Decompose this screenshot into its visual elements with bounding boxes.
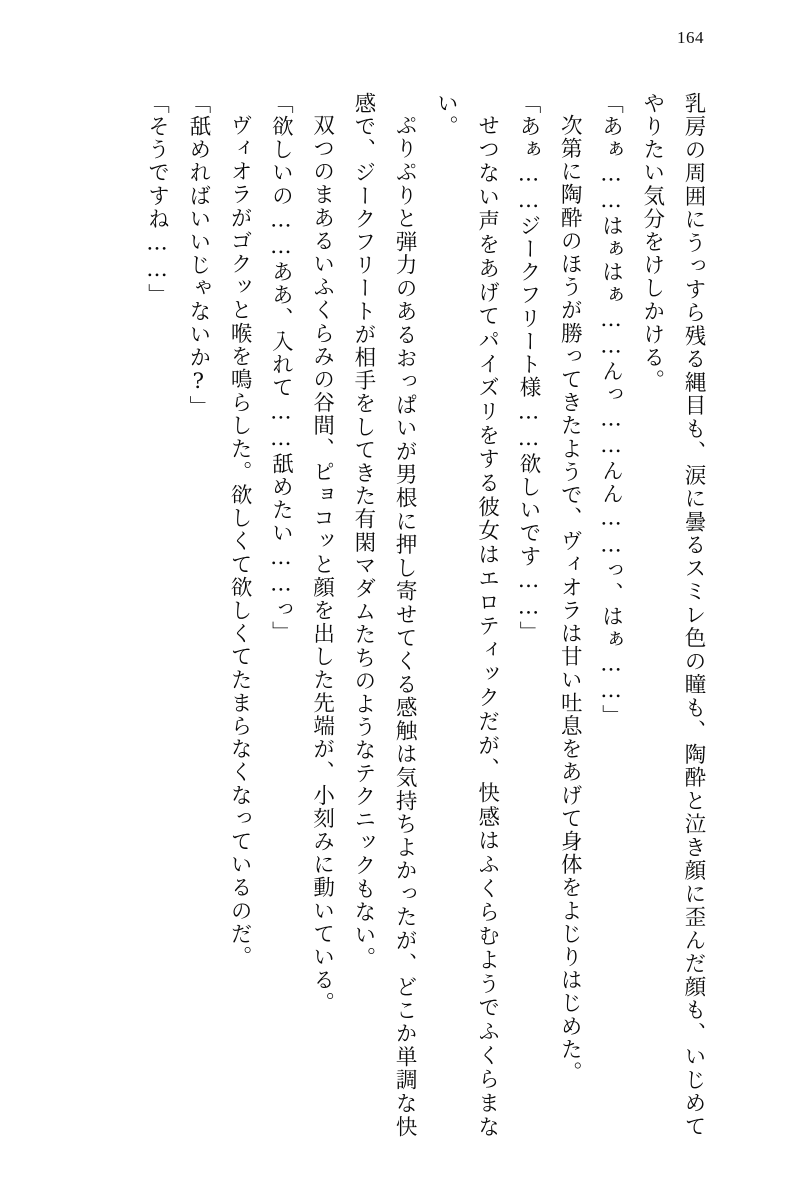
paragraph: 「あぁ……はぁはぁ……んっ……んん……っ、はぁ……」 — [598, 92, 624, 728]
paragraph: せつない声をあげてパイズリをする彼女はエロティックだが、快感はふくらむようでふくらまない。 — [433, 92, 500, 1138]
paragraph: 「そうですね……」 — [144, 92, 170, 307]
paragraph: ヴィオラがゴクッと喉を鳴らした。欲しくて欲しくてたまらなくなっているのだ。 — [227, 113, 253, 969]
paragraph: 乳房の周囲にうっすら残る縄目も、涙に曇るスミレ色の瞳も、陶酔と泣き顔に歪んだ顔も、いじめてやりたい気分をけしかける。 — [639, 92, 706, 1138]
paragraph: ぷりぷりと弾力のあるおっぱいが男根に押し寄せてくる感触は気持ちよかったが、どこか単調な快感で、ジークフリートが相手をしてきた有閑マダムたちのようなテクニックもない。 — [350, 92, 418, 1138]
paragraph: 次第に陶酔のほうが勝ってきたようで、ヴィオラは甘い吐息をあげて身体をよじりはじめた。 — [557, 113, 583, 1084]
paragraph: 「舐めればいいじゃないか?」 — [185, 92, 211, 419]
paragraph: 「欲しいの……ああ、入れて……舐めたい……っ」 — [268, 92, 294, 645]
paragraph: 双つのまあるいふくらみの谷間、ピョコッと顔を出した先端が、小刻みに動いている。 — [309, 113, 335, 1015]
page-number: 164 — [677, 28, 704, 47]
body-text-block — [70, 92, 714, 1138]
paragraph: 「あぁ……ジークフリート様……欲しいです……」 — [515, 92, 541, 645]
